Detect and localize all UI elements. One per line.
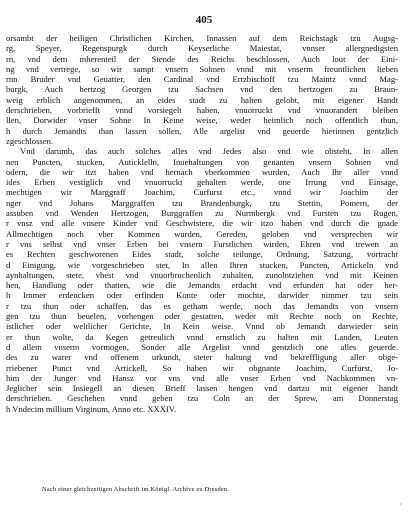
text-line: h Vndecim millium Virginum, Anno etc. XXXIV. bbox=[6, 403, 177, 414]
text-line: llen, Dorwider vnser Sohne In Keine weise, weder heimlich noch offentlich thun, bbox=[6, 115, 398, 126]
text-line: assuben vnd Wenden Hertzogen, Burggraffen zu Nurmbergk vnd Fursten tzu Rugen, bbox=[6, 208, 398, 219]
text-line: derschrieben. Geschehen vnnd geben tzu Coln an der Sprew, am Donnerstag bbox=[6, 393, 398, 404]
text-line: Jeglicher sein Insiegell an diesen Brieff lassen hengen vnd dartzu mit eigener handt bbox=[6, 383, 398, 394]
text-line: d allem vnserm vormogen, Sonder alle Argelist vnnd gentzlich one alles geuerde. bbox=[6, 341, 398, 352]
footnote-source: Nach einer gleichzeitigen Abschrift im Königl. Archive zu Dresden. bbox=[42, 486, 230, 493]
text-line: rnn Bruder vnd Geuatter, den Cardinal vnd Ertzbischoff tzu Maintz vnnd Mag- bbox=[6, 74, 398, 85]
page-number: 405 bbox=[195, 14, 213, 26]
text-line: ides Erben vestiglich vnd vnuorruckt gehalten werde, one Irrung vnd Einsage, bbox=[6, 177, 398, 188]
text-line: nger vnd Johans Marggraffen tzu Brandenburgk, tzu Stettin, Pomern, der bbox=[6, 197, 398, 208]
text-line: rg, Speyer, Regenspurgk durch Keyserliche Maiestat, vnnser allergnedigsten bbox=[6, 43, 398, 54]
text-line: Allmechtigen noch vber Kommen wurden, Gereden, geloben vnd versprechen wir bbox=[6, 228, 398, 239]
text-line: him der Junger vnd Hansz vor vns vnd alle vnser Erben vnd Nachkommen vn- bbox=[6, 372, 398, 383]
text-line: d Einigung, wie vorgeschrieben stet, In allen Ihren stucken, Puncten, Artickeln vnd bbox=[6, 259, 398, 270]
edge-mark: · bbox=[399, 500, 402, 509]
text-line: derschrieben, vorbriefft vnnd vorsiegelt haben, vnuorruckt vnd vnuorandert bleiben bbox=[6, 105, 398, 116]
text-line: des zu warer vnd offenem urkundt, steter haltung vnd bekreffligung aller obge- bbox=[6, 352, 398, 363]
text-line: orsambt der heiligen Christlichen Kirchen, Innassen auf dem Reichstagk tzu Augsg- bbox=[6, 33, 398, 43]
text-line: zgeschlossen. bbox=[6, 135, 54, 146]
text-line: h Immer erdencken oder erfinden Konte oder mochte, darwider nimmer tzu sein bbox=[6, 290, 398, 301]
text-line: r vns selbst vnd vnser Erben bei vnsern Furstlichen wirden, Ehren vnd trewen an bbox=[6, 238, 398, 249]
text-line: aynhaltungen, stete, vhest vnd vnuorbruchenlich zuhalten, zunolntziehen vnd mit Keinen bbox=[6, 269, 398, 280]
text-line: burgk, Auch hertzog Georgen tzu Sachsen vnd den hertzogen zu Braun- bbox=[6, 84, 398, 95]
text-line: istlicher oder weltlicher Gerichte, In Kein weise. Vnnd ob Jemandt darwieder sein bbox=[6, 321, 398, 332]
text-line: r vnsz vnd alle vnsere Kinder vnd Geschwistere, die wir itzo haben vnd durch die gnade bbox=[6, 218, 398, 229]
text-line: h durch Jemandts than lassen sollen, Alle argelist vnd geuerde hierinnen gentzlich bbox=[6, 125, 398, 136]
text-line: rriebener Punct vnd Artickell, So haben wir obgnante Joachim, Curfurst, Jo- bbox=[6, 362, 398, 373]
text-line: rn, vnd dem mherenteil der Stende des Reichs beschlossen, Auch lout der Eini- bbox=[6, 53, 398, 64]
document-body-text bbox=[6, 33, 398, 414]
text-line: ng vnd vertrege, so wir sampt vnsern Sohnen vnnd mit vnserm freuntlichen lieben bbox=[6, 63, 398, 74]
text-line: nen Puncten, stucken, Auticklelln, Inuehaltungen von genanten vnsern Sohnen vnd bbox=[6, 156, 398, 167]
text-line: er thun wolte, da Kegen getreulich vnnd ernstlich zu halten mit Landen, Leuten bbox=[6, 331, 398, 342]
text-line: odern, die wir itzt haben vnd hernach vberkommen wurden, Auch Ihr aller vnnd bbox=[6, 166, 398, 177]
text-line: mechtigen wir Marggraff Joachim, Curfurst etc., vnnd wir Joachim der bbox=[6, 187, 398, 198]
text-line: es Rechten geschworenen Eides stadt, solche teilunge, Ordnung, Satzung, vortracht bbox=[6, 249, 398, 260]
text-line: weig erblich angenommen, an eides stadt zu halten gelobt, mit eigener Handt bbox=[6, 94, 398, 105]
text-line: Vnd darumb, das auch solches alles vnd Jedes also vnd wie obsteht, In allen bbox=[20, 146, 398, 157]
text-line: hen, Handlung oder thatten, wie die Jemandts erdacht vnd erfunden hat oder her- bbox=[6, 280, 398, 291]
text-line: gen tzu thun beuelen, vorhengen oder gestatten, weder mit Rechte noch on Rechte, bbox=[6, 311, 398, 322]
text-line: r tzu thun oder schaffen, das es getham werde, noch das Jemandts von vnsern bbox=[6, 300, 398, 311]
